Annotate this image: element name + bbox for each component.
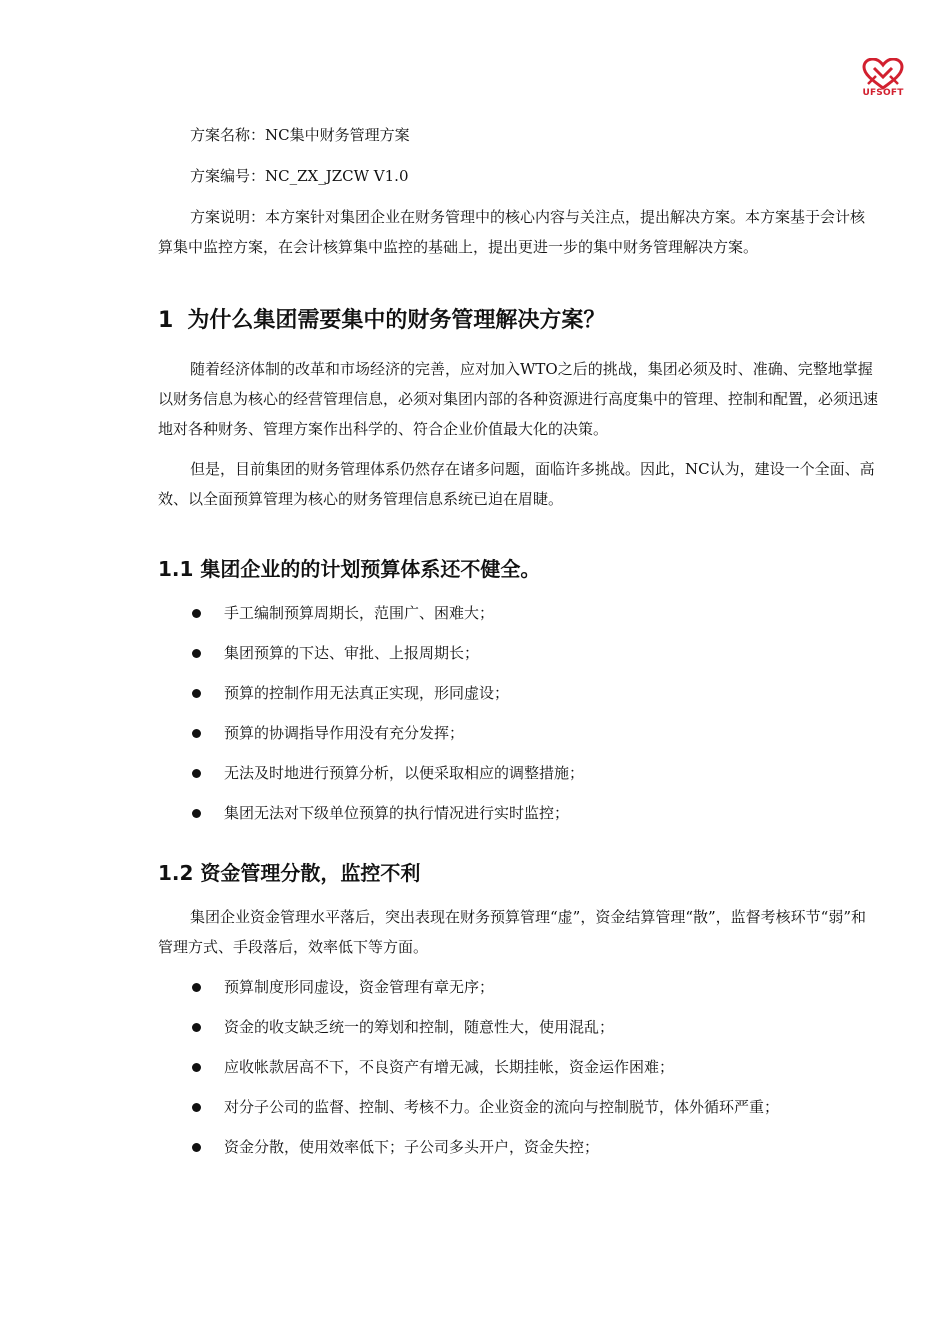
list-item: 无法及时地进行预算分析，以便采取相应的调整措施； (158, 758, 878, 788)
section-1-paragraph: 随着经济体制的改革和市场经济的完善，应对加入WTO之后的挑战，集团必须及时、准确、完整地掌握以财务信息为核心的经营管理信息，必须对集团内部的各种资源进行高度集中的管理、控制和配置，必须迅速地对各种财务、管理方案作出科学的、符合企业价值最大化的决策。 (158, 360, 879, 438)
plan-description: 方案说明：本方案针对集团企业在财务管理中的核心内容与关注点，提出解决方案。本方案基于会计核算集中监控方案，在会计核算集中监控的基础上，提出更进一步的集中财务管理解决方案。 (158, 208, 866, 256)
heart-logo-icon (858, 58, 908, 90)
bullet-icon (192, 1103, 201, 1112)
company-logo (858, 58, 908, 104)
section-1-2-list (158, 972, 878, 1162)
list-item: 集团预算的下达、审批、上报周期长； (158, 638, 878, 668)
plan-code: 方案编号：NC_ZX_JZCW V1.0 (190, 167, 409, 185)
list-item: 预算制度形同虚设，资金管理有章无序； (158, 972, 878, 1002)
logo-text: UFSOFT (862, 88, 904, 98)
section-1-title: 为什么集团需要集中的财务管理解决方案？ (187, 308, 606, 333)
bullet-icon (192, 809, 201, 818)
list-item: 预算的协调指导作用没有充分发挥； (158, 718, 878, 748)
section-1-2-heading: 1.2 资金管理分散，监控不利 (158, 861, 421, 885)
document-body (158, 120, 878, 1172)
section-1-1-list (158, 598, 878, 828)
bullet-icon (192, 609, 201, 618)
list-item: 资金分散，使用效率低下；子公司多头开户，资金失控； (158, 1132, 878, 1162)
section-1-heading (158, 306, 878, 336)
list-item: 预算的控制作用无法真正实现，形同虚设； (158, 678, 878, 708)
list-item: 对分子公司的监督、控制、考核不力。企业资金的流向与控制脱节，体外循环严重； (158, 1092, 878, 1122)
list-item: 集团无法对下级单位预算的执行情况进行实时监控； (158, 798, 878, 828)
section-1-paragraph: 但是，目前集团的财务管理体系仍然存在诸多问题，面临许多挑战。因此，NC认为，建设一个全面、高效、以全面预算管理为核心的财务管理信息系统已迫在眉睫。 (158, 460, 875, 508)
bullet-icon (192, 769, 201, 778)
list-item: 手工编制预算周期长，范围广、困难大； (158, 598, 878, 628)
plan-name: 方案名称：NC集中财务管理方案 (190, 126, 410, 144)
bullet-icon (192, 729, 201, 738)
bullet-icon (192, 1023, 201, 1032)
section-1-2-paragraph: 集团企业资金管理水平落后，突出表现在财务预算管理“虚”，资金结算管理“散”，监督考核环节“弱”和管理方式、手段落后，效率低下等方面。 (158, 908, 867, 956)
bullet-icon (192, 983, 201, 992)
list-item: 资金的收支缺乏统一的筹划和控制，随意性大，使用混乱； (158, 1012, 878, 1042)
bullet-icon (192, 689, 201, 698)
section-1-1-heading: 1.1 集团企业的的计划预算体系还不健全。 (158, 557, 541, 581)
bullet-icon (192, 1143, 201, 1152)
list-item: 应收帐款居高不下，不良资产有增无减，长期挂帐，资金运作困难； (158, 1052, 878, 1082)
bullet-icon (192, 649, 201, 658)
section-1-number: 1 (158, 308, 174, 333)
bullet-icon (192, 1063, 201, 1072)
